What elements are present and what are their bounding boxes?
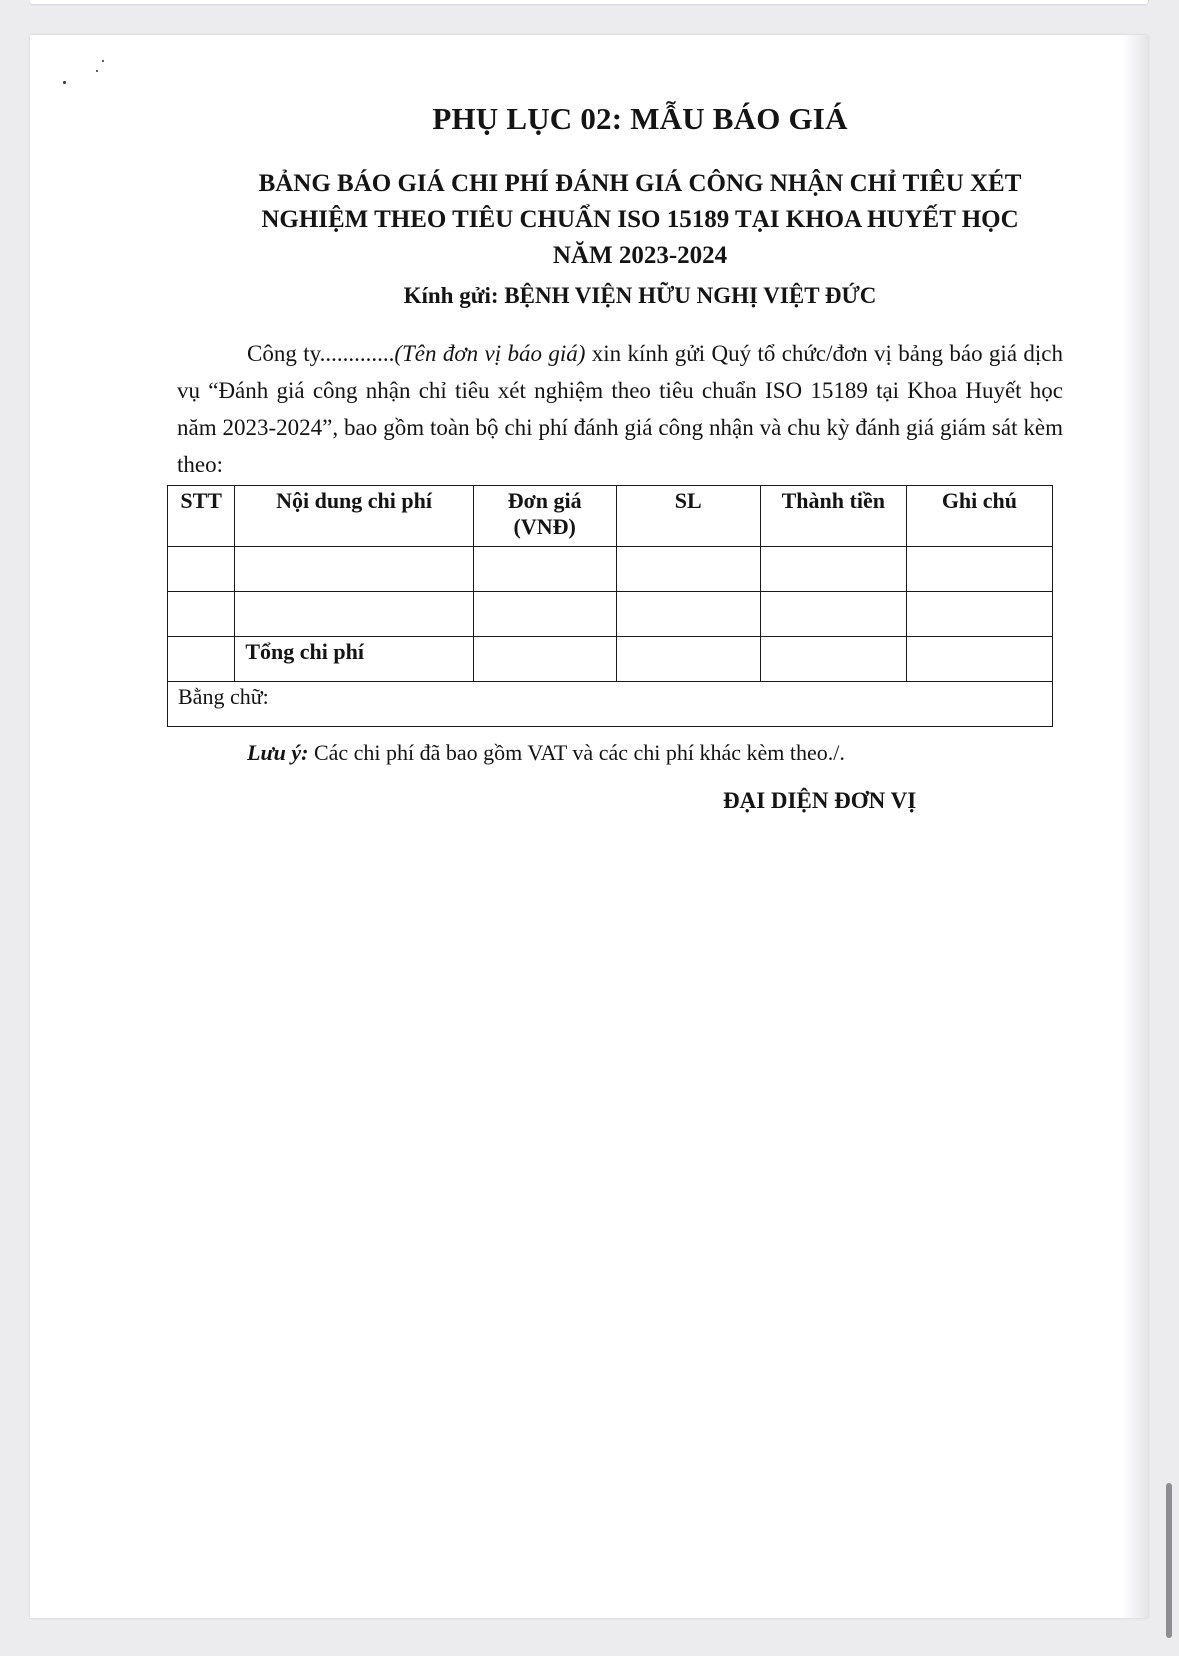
quote-table: [167, 485, 1053, 727]
table-row: [168, 592, 1053, 637]
header-unit-price: Đơn giá (VNĐ): [473, 486, 616, 547]
signature-title: ĐẠI DIỆN ĐƠN VỊ: [723, 788, 917, 813]
table-cell: [235, 592, 473, 637]
table-row: [168, 547, 1053, 592]
table-cell: [235, 547, 473, 592]
document-title: PHỤ LỤC 02: MẪU BÁO GIÁ: [432, 101, 848, 136]
table-cell: [168, 547, 235, 592]
note-line: [247, 740, 845, 766]
subtitle-line: BẢNG BÁO GIÁ CHI PHÍ ĐÁNH GIÁ CÔNG NHẬN CHỈ TIÊU XÉT: [258, 170, 1022, 197]
scan-speck: [63, 81, 66, 84]
header-quantity: SL: [616, 486, 760, 547]
subtitle-line: NGHIỆM THEO TIÊU CHUẨN ISO 15189 TẠI KHOA HUYẾT HỌC: [261, 206, 1019, 233]
table-cell: [760, 637, 906, 682]
total-cost-label: Tổng chi phí: [235, 637, 473, 682]
table-cell: [760, 547, 906, 592]
note-label: Lưu ý:: [247, 740, 309, 765]
intro-paragraph: [177, 335, 1063, 483]
previous-page-edge: [30, 0, 1148, 4]
table-cell: [616, 637, 760, 682]
table-cell: [760, 592, 906, 637]
scan-speck: [102, 60, 104, 62]
note-text: Các chi phí đã bao gồm VAT và các chi phí khác kèm theo./.: [308, 740, 845, 765]
subtitle-line: NĂM 2023-2024: [552, 242, 728, 269]
header-stt: STT: [168, 486, 235, 547]
table-cell: [473, 592, 616, 637]
table-cell: [168, 637, 235, 682]
amount-in-words-label: Bằng chữ:: [168, 682, 1053, 727]
header-notes: Ghi chú: [906, 486, 1052, 547]
table-cell: [473, 547, 616, 592]
intro-prefix: Công ty.............: [247, 341, 395, 366]
table-cell: [906, 592, 1052, 637]
header-content: Nội dung chi phí: [235, 486, 473, 547]
table-cell: [168, 592, 235, 637]
table-cell: [616, 547, 760, 592]
table-cell: [473, 637, 616, 682]
greeting-line: Kính gửi: BỆNH VIỆN HỮU NGHỊ VIỆT ĐỨC: [403, 283, 877, 308]
scrollbar-thumb[interactable]: [1166, 1483, 1172, 1638]
table-cell: [616, 592, 760, 637]
table-cell: [906, 547, 1052, 592]
table-header-row: [168, 486, 1053, 547]
intro-text: xin kính gửi Quý tổ chức/đơn vị bảng báo giá dịch vụ “Đánh giá công nhận chỉ tiêu xét nghiệm theo tiêu chuẩn ISO 15189 tại Khoa Huyết học năm 2023-2024”, bao gồm toàn bộ chi phí đánh giá công nhận và chu kỳ đánh giá giám sát kèm theo:: [177, 341, 1063, 477]
scan-speck: [96, 70, 98, 72]
intro-placeholder: (Tên đơn vị báo giá): [394, 341, 586, 366]
document-subtitle: [30, 166, 1148, 274]
header-amount: Thành tiền: [760, 486, 906, 547]
table-cell: [906, 637, 1052, 682]
table-total-row: [168, 637, 1053, 682]
document-page: [30, 35, 1148, 1618]
table-words-row: [168, 682, 1053, 727]
